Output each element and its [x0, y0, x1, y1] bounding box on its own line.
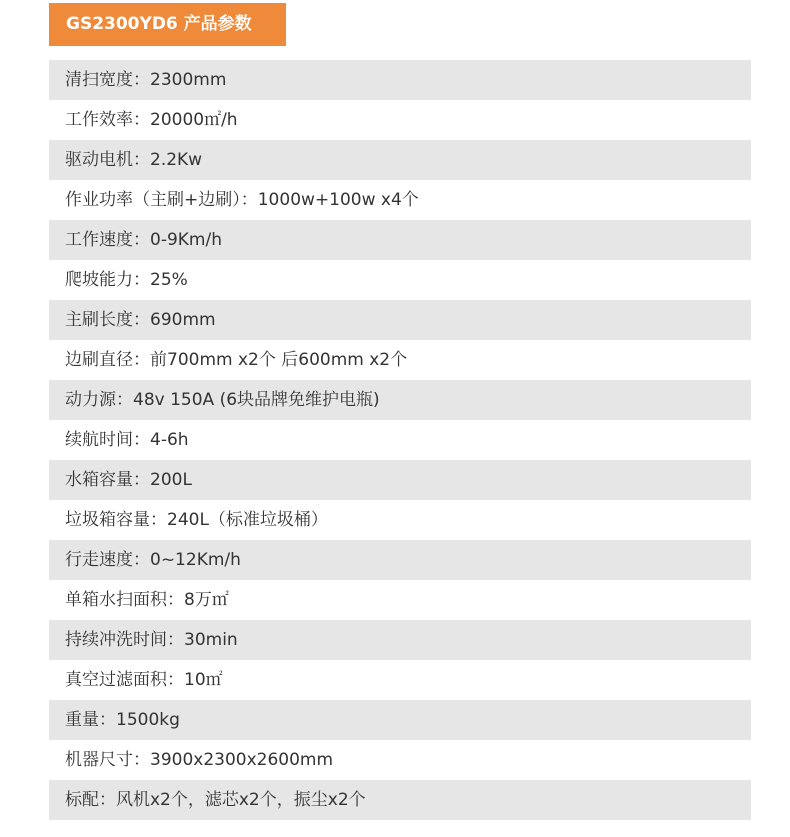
spec-row: 工作效率：20000㎡/h: [49, 100, 751, 140]
spec-row: 垃圾箱容量：240L（标准垃圾桶）: [49, 500, 751, 540]
spec-row: 水箱容量：200L: [49, 460, 751, 500]
spec-row: 重量：1500kg: [49, 700, 751, 740]
spec-row: 行走速度：0~12Km/h: [49, 540, 751, 580]
spec-row: 动力源：48v 150A (6块品牌免维护电瓶): [49, 380, 751, 420]
spec-row: 单箱水扫面积：8万㎡: [49, 580, 751, 620]
page-title: GS2300YD6 产品参数: [49, 3, 286, 46]
spec-row: 机器尺寸：3900x2300x2600mm: [49, 740, 751, 780]
spec-row: 作业功率（主刷+边刷）：1000w+100w x4个: [49, 180, 751, 220]
spec-row: 爬坡能力：25%: [49, 260, 751, 300]
spec-list: [49, 60, 751, 820]
spec-row: 工作速度：0-9Km/h: [49, 220, 751, 260]
spec-row: 标配：风机x2个，滤芯x2个，振尘x2个: [49, 780, 751, 820]
spec-row: 驱动电机：2.2Kw: [49, 140, 751, 180]
spec-row: 真空过滤面积：10㎡: [49, 660, 751, 700]
spec-row: 持续冲洗时间：30min: [49, 620, 751, 660]
spec-row: 清扫宽度：2300mm: [49, 60, 751, 100]
spec-row: 续航时间：4-6h: [49, 420, 751, 460]
spec-row: 边刷直径：前700mm x2个 后600mm x2个: [49, 340, 751, 380]
spec-row: 主刷长度：690mm: [49, 300, 751, 340]
